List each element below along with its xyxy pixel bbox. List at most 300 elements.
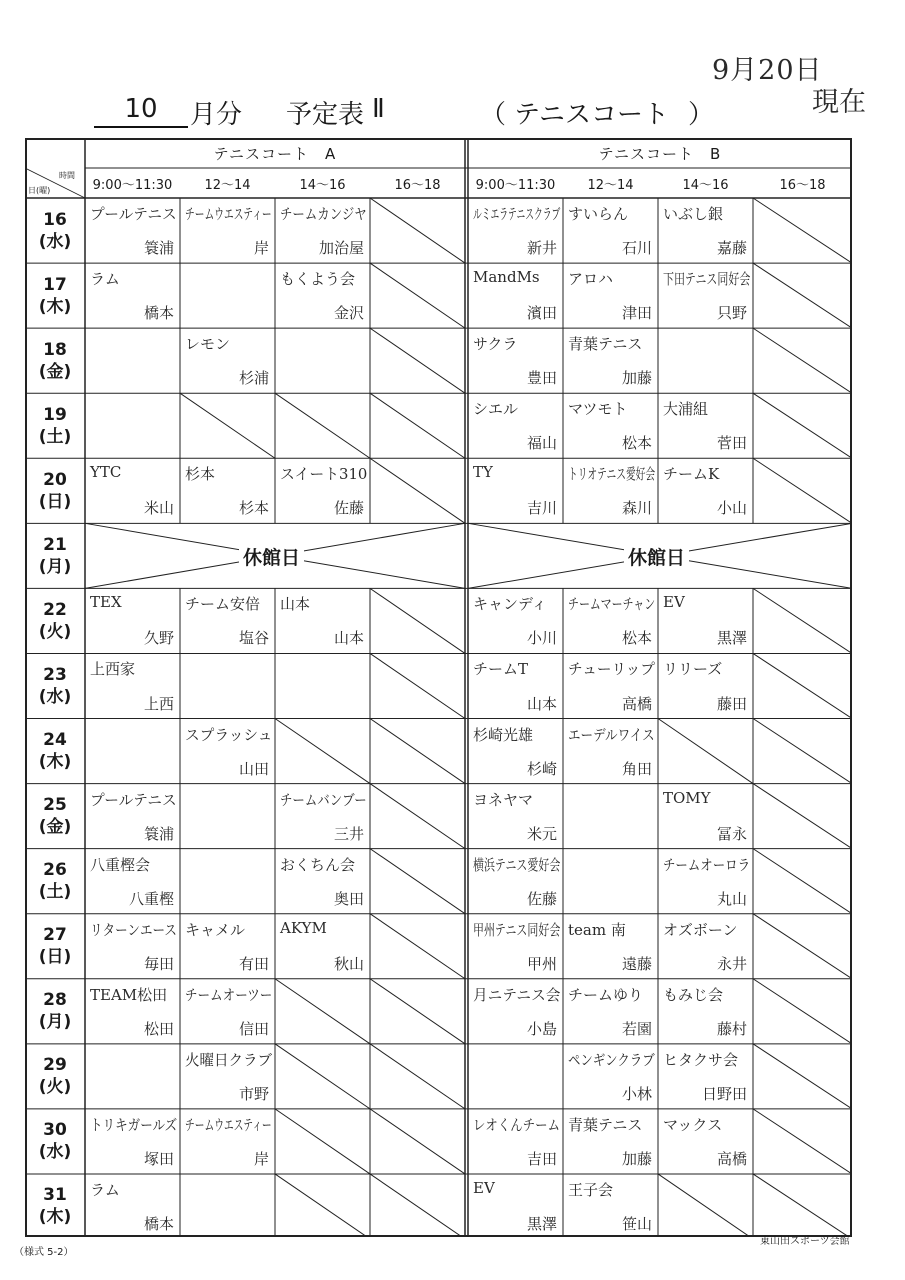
booking-representative: 永井 (716, 954, 747, 973)
booking-entry (275, 198, 370, 263)
date-weekday: (土) (38, 882, 72, 903)
date-weekday: (日) (38, 491, 72, 512)
booking-entry (563, 1174, 658, 1239)
date-cell (25, 523, 85, 588)
booking-entry (85, 653, 180, 718)
booking-representative: 山本 (333, 629, 364, 648)
booking-group-name: チームウエスティー (185, 1115, 272, 1134)
corner-date-label: 日(曜) (28, 186, 51, 195)
booking-group-name: キャメル (185, 920, 246, 939)
booking-entry (275, 458, 370, 523)
date-weekday: (金) (38, 361, 72, 382)
date-cell (25, 719, 85, 784)
booking-group-name: いぶし銀 (663, 205, 724, 223)
date-day: 16 (43, 209, 67, 230)
booking-group-name: スプラッシュ (185, 725, 273, 744)
booking-representative: 吉川 (526, 499, 557, 518)
booking-representative: 高橋 (716, 1149, 747, 1168)
booking-entry (275, 263, 370, 328)
booking-group-name: 王子会 (568, 1180, 614, 1199)
booking-representative: 簑浦 (143, 239, 174, 258)
booking-group-name: トリキガールズ (90, 1115, 178, 1134)
booking-group-name: チームオーロラ (663, 855, 751, 874)
booking-entry (658, 653, 753, 718)
update-note (700, 48, 900, 118)
booking-entry (658, 914, 753, 979)
booking-entry (468, 719, 563, 784)
date-cell (25, 1174, 85, 1239)
booking-representative: 豊田 (526, 369, 557, 388)
booking-representative: 塩谷 (238, 629, 269, 648)
booking-representative: 簑浦 (143, 824, 174, 843)
update-status: 現在 (812, 87, 866, 118)
booking-entry (85, 458, 180, 523)
booking-group-name: サクラ (473, 335, 518, 354)
booking-representative: 加藤 (621, 369, 652, 388)
booking-entry (658, 1109, 753, 1174)
booking-entry (180, 328, 275, 393)
form-number: （様式 5-2） (14, 1247, 74, 1258)
date-day: 31 (43, 1185, 67, 1206)
date-weekday: (火) (38, 1077, 72, 1098)
unavailable-slot-diagonal (753, 849, 852, 914)
time-slot-header: 12～14 (587, 177, 634, 193)
booking-entry (658, 393, 753, 458)
title-facility: テニスコート (514, 100, 669, 130)
unavailable-slot-diagonal (753, 1044, 852, 1109)
booking-representative: 若園 (621, 1019, 652, 1038)
date-weekday: (月) (38, 556, 72, 577)
booking-group-name: 上西家 (90, 660, 136, 679)
booking-representative: 秋山 (333, 954, 364, 973)
booking-representative: 小林 (621, 1084, 652, 1103)
time-slot-header: 14～16 (299, 177, 346, 193)
date-weekday: (木) (38, 296, 72, 317)
booking-representative: 甲州 (526, 954, 557, 973)
booking-representative: 黒澤 (526, 1215, 557, 1233)
booking-group-name: 杉本 (185, 465, 216, 484)
booking-group-name: レモン (185, 335, 231, 354)
booking-entry (468, 588, 563, 653)
booking-group-name: 横浜テニス愛好会 (473, 855, 561, 874)
unavailable-slot-diagonal (370, 458, 465, 523)
booking-entry (85, 1109, 180, 1174)
booking-representative: 杉崎 (526, 759, 557, 778)
booking-representative: 高橋 (621, 694, 652, 713)
time-slot-header: 14～16 (682, 177, 729, 193)
booking-representative: 福山 (526, 434, 557, 453)
booking-group-name: チームK (663, 465, 720, 484)
update-date: 9月20日 (712, 55, 823, 86)
booking-representative: 米元 (526, 824, 557, 843)
booking-representative: 津田 (621, 304, 652, 323)
booking-entry (275, 914, 370, 979)
booking-group-name: チームゆり (568, 985, 644, 1004)
booking-entry (658, 263, 753, 328)
booking-group-name: TEAM松田 (90, 985, 168, 1004)
booking-representative: 冨永 (716, 824, 747, 843)
unavailable-slot-diagonal (370, 784, 465, 849)
date-day: 28 (43, 990, 67, 1011)
date-day: 17 (43, 274, 67, 295)
booking-entry (85, 784, 180, 849)
date-cell (25, 263, 85, 328)
unavailable-slot-diagonal (753, 914, 852, 979)
title-month: 10 (94, 94, 188, 128)
date-day: 27 (43, 925, 67, 946)
booking-group-name: プールテニス (90, 790, 177, 809)
booking-representative: 濱田 (526, 304, 557, 323)
title-label: 予定表 (286, 100, 365, 130)
title-month-unit: 月分 (190, 100, 243, 130)
booking-representative: 嘉藤 (716, 239, 747, 258)
booking-entry (468, 328, 563, 393)
unavailable-slot-diagonal (370, 1044, 465, 1109)
booking-group-name: チームオーツー (185, 985, 273, 1004)
booking-group-name: 大浦組 (663, 400, 709, 419)
date-weekday: (木) (38, 1207, 72, 1228)
unavailable-slot-diagonal (275, 1044, 370, 1109)
booking-group-name: もみじ会 (663, 985, 724, 1004)
date-cell (25, 979, 85, 1044)
unavailable-slot-diagonal (370, 719, 465, 784)
date-weekday: (月) (38, 1012, 72, 1033)
booking-group-name: AKYM (280, 918, 327, 937)
booking-entry (85, 849, 180, 914)
booking-entry (563, 914, 658, 979)
booking-group-name: チームバンブー (280, 790, 367, 809)
booking-representative: 有田 (238, 954, 269, 973)
booking-group-name: 下田テニス同好会 (663, 270, 751, 289)
booking-group-name: ラム (90, 270, 120, 289)
date-day: 29 (43, 1055, 67, 1076)
booking-entry (563, 588, 658, 653)
time-slot-header: 9:00～11:30 (475, 177, 556, 193)
unavailable-slot-diagonal (180, 393, 275, 458)
unavailable-slot-diagonal (753, 263, 852, 328)
booking-entry (658, 979, 753, 1044)
time-slot-header: 9:00～11:30 (92, 177, 173, 193)
date-weekday: (水) (38, 1142, 72, 1163)
booking-representative: 森川 (621, 499, 652, 518)
unavailable-slot-diagonal (753, 1174, 852, 1237)
booking-entry (563, 263, 658, 328)
unavailable-slot-diagonal (370, 328, 465, 393)
booking-group-name: ヨネヤマ (473, 790, 534, 809)
booking-representative: 米山 (143, 499, 174, 518)
booking-group-name: TEX (90, 593, 122, 612)
booking-representative: 奥田 (333, 889, 364, 908)
date-day: 23 (43, 664, 67, 685)
booking-group-name: リターンエース (90, 920, 177, 939)
booking-group-name: すいらん (568, 205, 629, 223)
booking-representative: 黒澤 (716, 629, 747, 648)
unavailable-slot-diagonal (370, 263, 465, 328)
booking-entry (468, 979, 563, 1044)
unavailable-slot-diagonal (275, 1174, 370, 1237)
booking-group-name: team 南 (568, 920, 626, 939)
booking-representative: 久野 (143, 629, 174, 648)
unavailable-slot-diagonal (370, 849, 465, 914)
date-cell (25, 198, 85, 263)
unavailable-slot-diagonal (658, 719, 753, 784)
unavailable-slot-diagonal (370, 588, 465, 653)
booking-group-name: チーム安倍 (185, 595, 261, 614)
booking-representative: 市野 (238, 1084, 269, 1103)
booking-representative: 杉浦 (238, 369, 269, 388)
unavailable-slot-diagonal (370, 198, 465, 263)
booking-entry (275, 784, 370, 849)
booking-group-name: ルミエラテニスクラブ (473, 205, 561, 223)
booking-entry (85, 979, 180, 1044)
unavailable-slot-diagonal (275, 1109, 370, 1174)
booking-group-name: オズボーン (663, 920, 738, 939)
booking-group-name: EV (663, 593, 685, 612)
booking-entry (563, 979, 658, 1044)
booking-representative: 新井 (526, 239, 557, 258)
booking-group-name: 青葉テニス (568, 1115, 643, 1134)
booking-representative: 遠藤 (621, 954, 652, 973)
unavailable-slot-diagonal (275, 393, 370, 458)
date-day: 21 (43, 534, 67, 555)
date-day: 22 (43, 599, 67, 620)
booking-group-name: TY (473, 463, 493, 482)
date-cell (25, 653, 85, 718)
booking-representative: 三井 (333, 824, 364, 843)
date-day: 25 (43, 795, 67, 816)
booking-entry (563, 393, 658, 458)
time-slot-header: 12～14 (204, 177, 251, 193)
booking-representative: 岸 (253, 239, 269, 258)
booking-group-name: ペンギンクラブ (568, 1050, 655, 1069)
booking-entry (180, 1044, 275, 1109)
booking-group-name: 月ニテニス会 (473, 985, 561, 1004)
booking-group-name: レオくんチーム (473, 1115, 561, 1134)
booking-entry (563, 458, 658, 523)
booking-representative: 毎田 (143, 954, 174, 973)
date-cell (25, 588, 85, 653)
booking-entry (180, 458, 275, 523)
booking-group-name: 八重樫会 (90, 855, 151, 874)
booking-representative: 杉本 (238, 499, 269, 518)
booking-entry (468, 393, 563, 458)
booking-representative: 石川 (621, 239, 652, 258)
booking-entry (468, 653, 563, 718)
booking-group-name: マツモト (568, 400, 628, 419)
booking-representative: 橋本 (143, 1215, 174, 1233)
court-a-header: テニスコート A (213, 144, 337, 163)
booking-representative: 菅田 (716, 434, 747, 453)
booking-entry (180, 1109, 275, 1174)
date-weekday: (日) (38, 947, 72, 968)
booking-group-name: エーデルワイス (568, 725, 655, 744)
unavailable-slot-diagonal (275, 979, 370, 1044)
unavailable-slot-diagonal (370, 393, 465, 458)
booking-representative: 藤村 (716, 1019, 747, 1038)
booking-entry (468, 1109, 563, 1174)
booking-representative: 松本 (621, 629, 652, 648)
booking-group-name: 甲州テニス同好会 (473, 920, 561, 939)
booking-entry (468, 263, 563, 328)
court-b-header: テニスコート B (598, 144, 722, 163)
booking-group-name: シエル (473, 400, 519, 419)
date-weekday: (木) (38, 752, 72, 773)
booking-entry (468, 914, 563, 979)
booking-entry (275, 849, 370, 914)
booking-group-name: MandMs (473, 268, 540, 287)
date-weekday: (金) (38, 817, 72, 838)
booking-entry (180, 979, 275, 1044)
booking-entry (468, 784, 563, 849)
closed-label: 休館日 (239, 543, 304, 570)
booking-entry (563, 198, 658, 263)
schedule-table (25, 138, 852, 1237)
date-weekday: (火) (38, 621, 72, 642)
booking-representative: 日野田 (701, 1084, 747, 1103)
unavailable-slot-diagonal (370, 1109, 465, 1174)
booking-group-name: アロハ (568, 270, 614, 289)
unavailable-slot-diagonal (753, 588, 852, 653)
booking-representative: 金沢 (333, 304, 364, 323)
booking-group-name: YTC (90, 463, 122, 482)
booking-representative: 塚田 (143, 1149, 174, 1168)
date-cell (25, 784, 85, 849)
title-close-paren: ） (688, 100, 715, 130)
title-open-paren: （ (480, 100, 507, 130)
date-cell (25, 1044, 85, 1109)
unavailable-slot-diagonal (753, 719, 852, 784)
date-cell (25, 393, 85, 458)
booking-entry (468, 458, 563, 523)
booking-representative: 佐藤 (333, 499, 364, 518)
booking-entry (468, 198, 563, 263)
booking-representative: 信田 (238, 1019, 269, 1038)
booking-entry (275, 588, 370, 653)
unavailable-slot-diagonal (753, 1109, 852, 1174)
booking-group-name: チューリップ (568, 660, 655, 679)
unavailable-slot-diagonal (753, 198, 852, 263)
date-weekday: (水) (38, 686, 72, 707)
booking-entry (85, 914, 180, 979)
booking-representative: 上西 (143, 694, 174, 713)
unavailable-slot-diagonal (275, 719, 370, 784)
booking-representative: 加治屋 (318, 239, 364, 258)
booking-group-name: TOMY (663, 788, 711, 807)
closed-label: 休館日 (624, 543, 689, 570)
booking-representative: 笹山 (621, 1215, 652, 1233)
unavailable-slot-diagonal (753, 393, 852, 458)
unavailable-slot-diagonal (753, 979, 852, 1044)
booking-entry (658, 849, 753, 914)
date-day: 26 (43, 860, 67, 881)
booking-representative: 松田 (143, 1019, 174, 1038)
booking-group-name: ヒタクサ会 (663, 1050, 739, 1069)
date-day: 24 (43, 730, 67, 751)
unavailable-slot-diagonal (370, 979, 465, 1044)
booking-entry (658, 458, 753, 523)
booking-group-name: おくちん会 (280, 855, 356, 874)
booking-entry (468, 1174, 563, 1239)
booking-entry (563, 653, 658, 718)
booking-group-name: リリーズ (663, 660, 723, 679)
booking-group-name: チームウエスティー (185, 205, 272, 223)
booking-group-name: キャンディ (473, 595, 547, 614)
date-day: 20 (43, 469, 67, 490)
booking-representative: 小川 (526, 629, 557, 648)
unavailable-slot-diagonal (753, 328, 852, 393)
unavailable-slot-diagonal (370, 1174, 465, 1237)
date-day: 19 (43, 404, 67, 425)
unavailable-slot-diagonal (753, 458, 852, 523)
date-cell (25, 849, 85, 914)
booking-entry (658, 588, 753, 653)
booking-entry (85, 263, 180, 328)
booking-group-name: EV (473, 1178, 495, 1197)
booking-group-name: チームカンジヤ (280, 205, 367, 223)
booking-entry (180, 198, 275, 263)
title-roman: Ⅱ (372, 94, 385, 124)
date-weekday: (水) (38, 231, 72, 252)
booking-representative: 佐藤 (526, 889, 557, 908)
booking-representative: 岸 (253, 1149, 269, 1168)
booking-entry (658, 198, 753, 263)
booking-group-name: チームマーチャン (568, 595, 656, 614)
booking-entry (180, 588, 275, 653)
booking-group-name: トリオテニス愛好会 (568, 465, 656, 484)
corner-time-label: 時間 (59, 171, 75, 180)
booking-representative: 只野 (716, 304, 747, 323)
booking-representative: 吉田 (526, 1149, 557, 1168)
date-cell (25, 458, 85, 523)
booking-group-name: 火曜日クラブ (185, 1050, 273, 1069)
booking-representative: 松本 (621, 434, 652, 453)
booking-entry (658, 1044, 753, 1109)
booking-group-name: ラム (90, 1180, 120, 1199)
booking-entry (85, 198, 180, 263)
booking-group-name: 青葉テニス (568, 335, 643, 354)
booking-group-name: 山本 (280, 595, 311, 614)
booking-group-name: プールテニス (90, 205, 177, 223)
booking-representative: 小山 (716, 499, 747, 518)
date-cell (25, 328, 85, 393)
booking-entry (180, 914, 275, 979)
booking-representative: 山田 (238, 759, 269, 778)
booking-entry (658, 784, 753, 849)
booking-entry (563, 1044, 658, 1109)
booking-entry (85, 1174, 180, 1239)
date-cell (25, 914, 85, 979)
booking-entry (563, 328, 658, 393)
booking-entry (85, 588, 180, 653)
booking-representative: 小島 (526, 1019, 557, 1038)
unavailable-slot-diagonal (658, 1174, 753, 1237)
booking-group-name: もくよう会 (280, 270, 356, 289)
page-title (86, 88, 726, 134)
booking-group-name: 杉崎光雄 (473, 725, 534, 744)
booking-entry (563, 1109, 658, 1174)
booking-entry (468, 849, 563, 914)
unavailable-slot-diagonal (753, 653, 852, 718)
booking-representative: 藤田 (716, 694, 747, 713)
date-day: 18 (43, 339, 67, 360)
time-slot-header: 16～18 (394, 177, 441, 193)
booking-representative: 加藤 (621, 1149, 652, 1168)
booking-group-name: チームT (473, 660, 529, 679)
unavailable-slot-diagonal (753, 784, 852, 849)
booking-representative: 橋本 (143, 304, 174, 323)
booking-entry (180, 719, 275, 784)
booking-entry (563, 719, 658, 784)
